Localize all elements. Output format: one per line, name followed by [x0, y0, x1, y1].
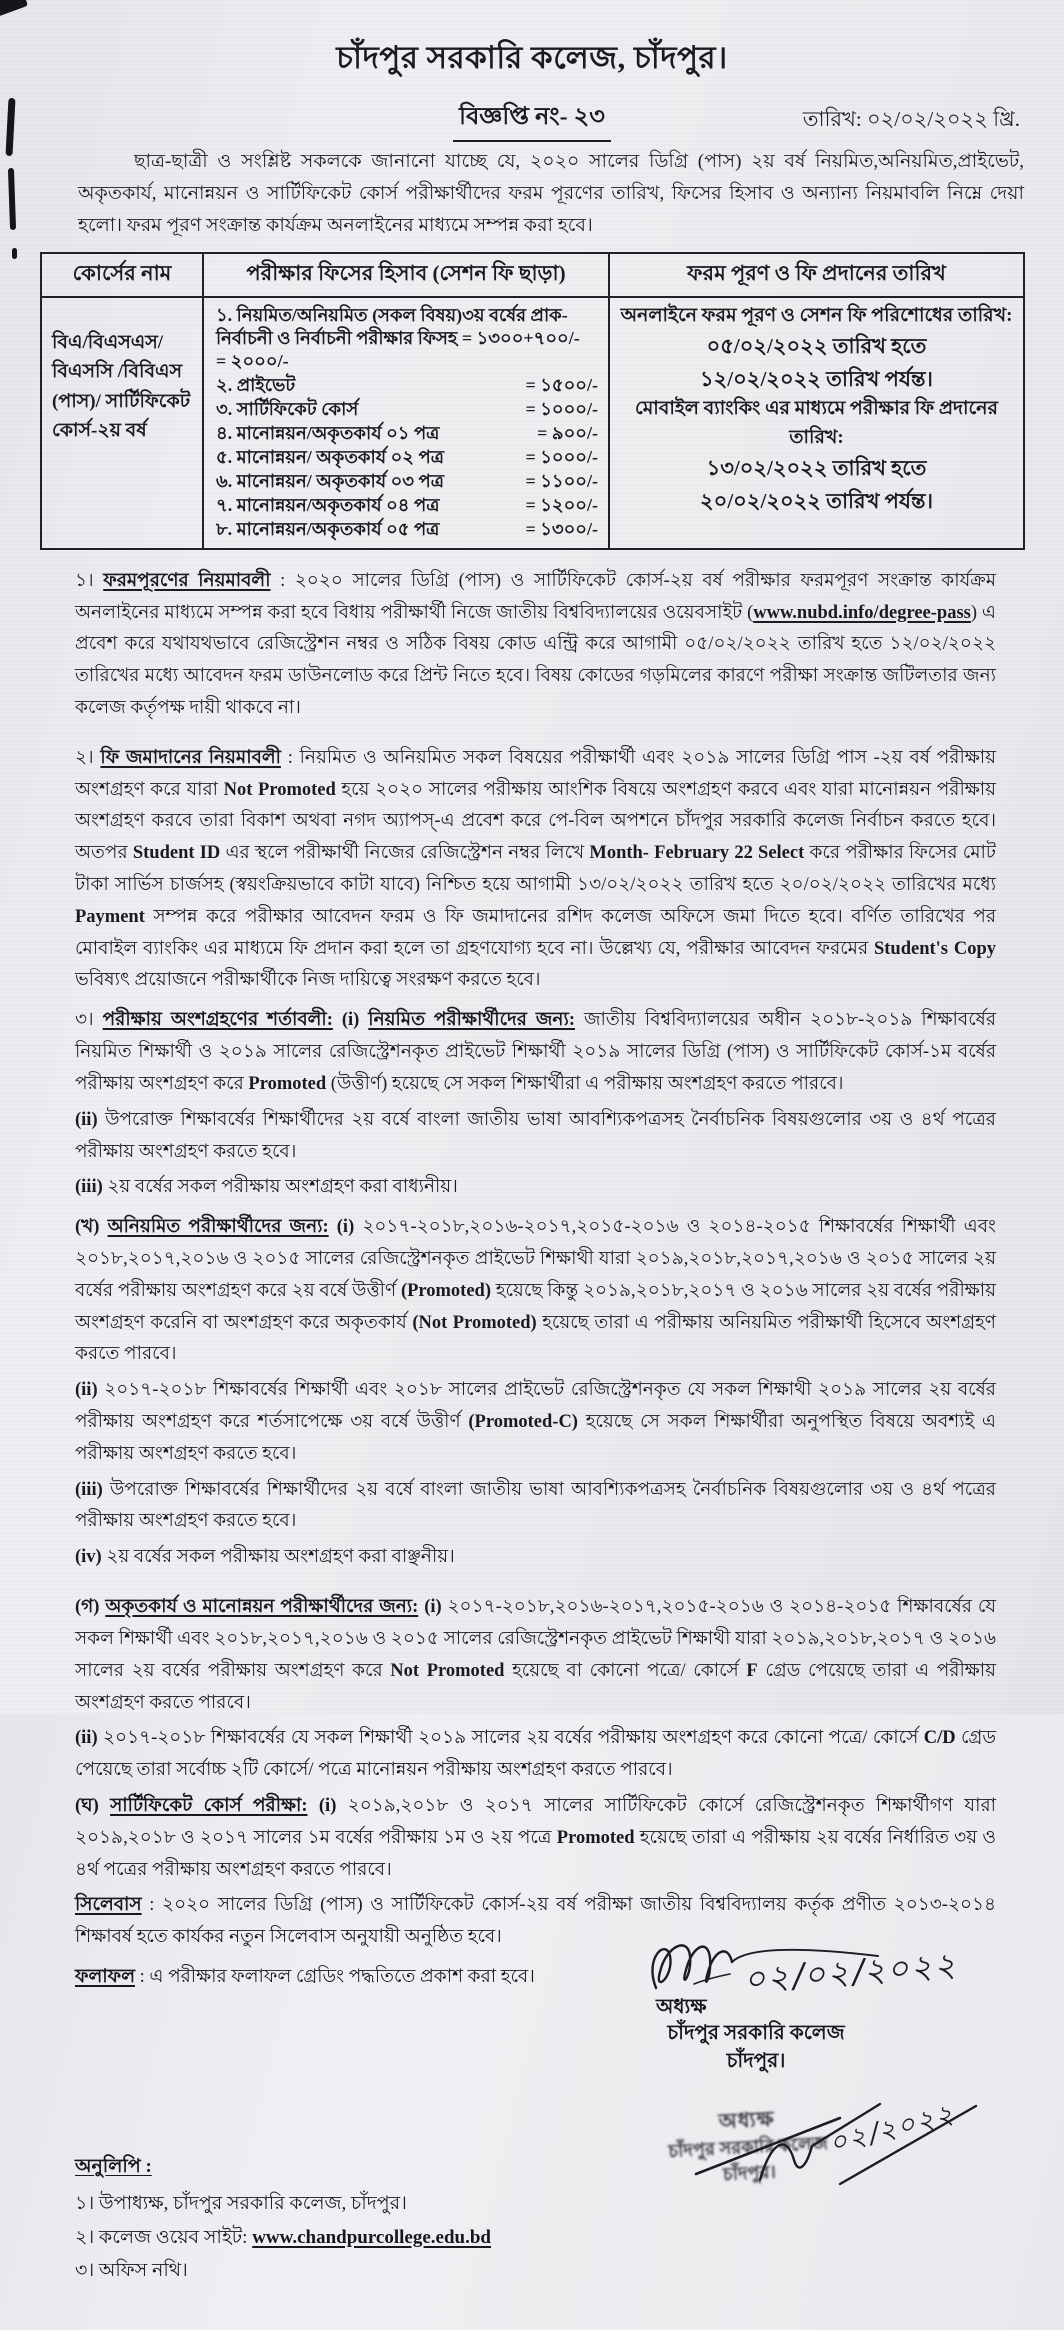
- syllabus-paragraph: সিলেবাস : ২০২০ সালের ডিগ্রি (পাস) ও সার্টিফিকেট কোর্স-২য় বর্ষ পরীক্ষা জাতীয় বিশ্ববিদ্যালয় কর্তৃক প্রণীত ২০১৩-২০১৪ শিক্ষাবর্ষ হতে কার্যকর নতুন সিলেবাস অনুযায়ী অনুষ্ঠিত হবে।: [75, 1895, 996, 1948]
- copies-item-college-website: ২। কলেজ ওয়েব সাইট: www.chandpurcollege.edu.bd: [75, 2226, 491, 2248]
- fees-column: [204, 254, 610, 548]
- fee-amount: = ১৩০০/-: [525, 518, 598, 539]
- fee-label: ৫. মানোন্নয়ন/ অকৃতকার্য ০২ পত্র: [216, 446, 444, 467]
- notice-body: [45, 566, 1026, 1954]
- fee-end-date: ২০/০২/২০২২ তারিখ পর্যন্ত।: [700, 488, 933, 513]
- rule-1-paragraph: ১। ফরমপূরণের নিয়মাবলী : ২০২০ সালের ডিগ্রি (পাস) ও সার্টিফিকেট কোর্স-২য় বর্ষ পরীক্ষার ফরমপূরণ সংক্রান্ত কার্যক্রম অনলাইনের মাধ্যমে সম্পন্ন করা হবে বিধায় পরীক্ষার্থী নিজে জাতীয় বিশ্ববিদ্যালয়ের ওয়েবসাইট (www.nubd.info/degree-pass) এ প্রবেশ করে যথাযথভাবে রেজিস্ট্রেশন নম্বর ও সঠিক বিষয় কোড এন্ট্রি করে আগামী ০৫/০২/২০২২ তারিখ হতে ১২/০২/২০২২ তারিখের মধ্যে আবেদন ফরম ডাউনলোড করে প্রিন্ট নিতে হবে। বিষয় কোডের গড়মিলের কারণে পরীক্ষা সংক্রান্ত জটিলতার জন্য কলেজ কর্তৃপক্ষ দায়ী থাকবে না।: [75, 570, 997, 718]
- notice-number: বিজ্ঞপ্তি নং- ২৩: [453, 98, 611, 142]
- fee-label: ৮. মানোন্নয়ন/অকৃতকার্য ০৫ পত্র: [216, 518, 440, 539]
- copies-section: [75, 2150, 491, 2287]
- principal-designation: অধ্যক্ষ: [656, 1996, 707, 2019]
- rule-3-paragraph: ৩। পরীক্ষায় অংশগ্রহণের শর্তাবলী: (i) নিয়মিত পরীক্ষার্থীদের জন্য: জাতীয় বিশ্ববিদ্যালয়ের অধীন ২০১৮-২০১৯ শিক্ষাবর্ষের নিয়মিত শিক্ষার্থী ও ২০১৯ সালের রেজিস্ট্রেশনকৃত প্রাইভেট শিক্ষার্থী ২০১৯ সালের ডিগ্রি (পাস) ও সার্টিফিকেট কোর্স-১ম বর্ষের পরীক্ষায় অংশগ্রহণ করে Promoted (উত্তীর্ণ) হয়েছে সে সকল শিক্ষার্থীরা এ পরীক্ষায় অংশগ্রহণ করতে পারবে।: [75, 1010, 997, 1094]
- notice-date: তারিখ: ০২/০২/২০২২ খ্রি.: [802, 107, 1020, 131]
- fee-label: ৭. মানোন্নয়ন/অকৃতকার্য ০৪ পত্র: [216, 494, 440, 515]
- rule-kha-ii-paragraph: (ii) ২০১৭-২০১৮ শিক্ষাবর্ষের শিক্ষার্থী এবং ২০১৮ সালের প্রাইভেট রেজিস্ট্রেশনকৃত যে সকল শিক্ষাথী ২০১৯ সালের ২য় বর্ষের পরীক্ষায় অংশগ্রহণ করে শর্তসাপেক্ষে ৩য় বর্ষে উত্তীর্ণ (Promoted-C) হয়েছে সে সকল শিক্ষার্থীরা অনুপস্থিত বিষয়ে অবশ্যই এ পরীক্ষায় অংশগ্রহণ করতে হবে।: [75, 1380, 996, 1464]
- fee-row: [216, 374, 598, 397]
- online-form-dates-label: অনলাইনে ফরম পূরণ ও সেশন ফি পরিশোধের তারিখ:: [620, 304, 1013, 326]
- fee-row: [216, 398, 598, 421]
- stamp-college-name: চাঁদপুর সরকারি কলেজ: [667, 2133, 829, 2162]
- rule-kha-iii-paragraph: (iii) উপরোক্ত শিক্ষাবর্ষের শিক্ষার্থীদের ২য় বর্ষে বাংলা জাতীয় ভাষা আবশ্যিকপত্রসহ নৈর্বাচনিক বিষয়গুলোর ৩য় ও ৪র্থ পত্রের পরীক্ষায় অংশগ্রহণ করতে হবে।: [75, 1479, 996, 1532]
- notice-meta-row: [0, 98, 1064, 134]
- intro-paragraph: ছাত্র-ছাত্রী ও সংশ্লিষ্ট সকলকে জানানো যাচ্ছে যে, ২০২০ সালের ডিগ্রি (পাস) ২য় বর্ষ নিয়মিত,অনিয়মিত,প্রাইভেট, অকৃতকার্য, মানোন্নয়ন ও সার্টিফিকেট কোর্স পরীক্ষার্থীদের ফরম পূরণের তারিখ, ফিসের হিসাব ও অন্যান্য নিয়মাবলি নিম্নে দেয়া হলো। ফরম পূরণ সংক্রান্ত কার্যক্রম অনলাইনের মাধ্যমে সম্পন্ন করা হবে।: [78, 151, 1024, 236]
- college-title: চাঁদপুর সরকারি কলেজ, চাঁদপুর।: [336, 40, 728, 75]
- fee-label: ৬. মানোন্নয়ন/ অকৃতকার্য ০৩ পত্র: [216, 470, 444, 491]
- signature-handwritten-date: ০২/০২/২০২২: [743, 1944, 963, 1999]
- signature-college-place: চাঁদপুর।: [726, 2050, 786, 2073]
- rule-gha-paragraph: (ঘ) সার্টিফিকেট কোর্স পরীক্ষা: (i) ২০১৯,২০১৮ ও ২০১৭ সালের সার্টিফিকেট কোর্সে রেজিস্ট্রেশনকৃত শিক্ষার্থীগণ যারা ২০১৯,২০১৮ ও ২০১৭ সালের ১ম বর্ষের পরীক্ষায় ১ম ও ২য় পত্রে Promoted হয়েছে তারা এ পরীক্ষায় ২য় বর্ষের নির্ধারিত ৩য় ও ৪র্থ পত্রের পরীক্ষায় অংশগ্রহণ করতে পারবে।: [75, 1795, 996, 1880]
- rule-3-iii-paragraph: (iii) ২য় বর্ষের সকল পরীক্ষায় অংশগ্রহণ করা বাধ্যনীয়।: [75, 1177, 458, 1198]
- rule-kha-iv-paragraph: (iv) ২য় বর্ষের সকল পরীক্ষায় অংশগ্রহণ করা বাঞ্ছনীয়।: [75, 1547, 455, 1568]
- dates-column: [610, 254, 1023, 548]
- rule-3-ii-paragraph: (ii) উপরোক্ত শিক্ষাবর্ষের শিক্ষার্থীদের ২য় বর্ষে বাংলা জাতীয় ভাষা আবশ্যিকপত্রসহ নৈর্বাচনিক বিষয়গুলোর ৩য় ও ৪র্থ পত্রের পরীক্ষায় অংশগ্রহণ করতে হবে।: [75, 1109, 996, 1162]
- scan-artifact-edge-mark: [12, 248, 17, 259]
- scan-artifact-edge-mark: [8, 168, 16, 230]
- stamp-place: চাঁদপুর।: [722, 2161, 777, 2184]
- signature-college-name: চাঁদপুর সরকারি কলেজ: [667, 2022, 845, 2045]
- fee-row: [216, 494, 598, 517]
- fee-label: ৩. সার্টিফিকেট কোর্স: [216, 398, 359, 419]
- fee-label: ২. প্রাইভেট: [216, 374, 296, 395]
- fee-amount: = ১৫০০/-: [525, 374, 598, 395]
- signature-and-copies-area: [0, 1944, 1064, 2330]
- result-paragraph: ফলাফল : এ পরীক্ষার ফলাফল গ্রেডিং পদ্ধতিতে প্রকাশ করা হবে।: [75, 1967, 535, 1988]
- stamp-handwritten-date: ০২/২০২২: [831, 2096, 957, 2160]
- copies-item-vice-principal: ১। উপাধ্যক্ষ, চাঁদপুর সরকারি কলেজ, চাঁদপুর।: [75, 2193, 407, 2215]
- rule-2-paragraph: ২। ফি জমাদানের নিয়মাবলী : নিয়মিত ও অনিয়মিত সকল বিষয়ের পরীক্ষার্থী এবং ২০১৯ সালের ডিগ্রি পাস -২য় বর্ষ পরীক্ষায় অংশগ্রহণ করে যারা Not Promoted হয়ে ২০২০ সালের পরীক্ষায় আংশিক বিষয়ে অংশগ্রহণ করবে এবং যারা মানোন্নয়ন পরীক্ষায় অংশগ্রহণ করবে তারা বিকাশ অথবা নগদ অ্যাপস্-এ প্রবেশ করে পে-বিল অপশনে চাঁদপুর সরকারি কলেজ নির্বাচন করতে হবে। অতপর Student ID এর স্থলে পরীক্ষার্থী নিজের রেজিস্ট্রেশন নম্বর লিখে Month- February 22 Select করে পরীক্ষার ফিসের মোট টাকা সার্ভিস চার্জসহ (স্বয়ংক্রিয়ভাবে কাটা যাবে) নিশ্চিত হয়ে আগামী ১৩/০২/২০২২ তারিখ হতে ২০/০২/২০২২ তারিখের মধ্যে Payment সম্পন্ন করে পরীক্ষার আবেদন ফরম ও ফি জমাদানের রশিদ কলেজ অফিসে জমা দিতে হবে। বর্ণিত তারিখের পর মোবাইল ব্যাংকিং এর মাধ্যমে ফি প্রদান করা হলে তা গ্রহণযোগ্য হবে না। উল্লেখ্য যে, পরীক্ষার আবেদন ফরমের Student's Copy ভবিষ্যৎ প্রয়োজনে পরীক্ষার্থীকে নিজ দায়িত্বে সংরক্ষণ করতে হবে।: [75, 747, 996, 991]
- fee-label: ১. নিয়মিত/অনিয়মিত (সকল বিষয়)৩য় বর্ষের প্রাক- নির্বাচনী ও নির্বাচনী পরীক্ষার ফিসহ = ১৩০০+৭০০/- = ২০০০/-: [216, 304, 580, 371]
- fees-column-header: পরীক্ষার ফিসের হিসাব (সেশন ফি ছাড়া): [204, 254, 608, 298]
- rule-kha-paragraph: (খ) অনিয়মিত পরীক্ষার্থীদের জন্য: (i) ২০১৭-২০১৮,২০১৬-২০১৭,২০১৫-২০১৬ ও ২০১৪-২০১৫ শিক্ষাবর্ষের শিক্ষার্থী এবং ২০১৮,২০১৭,২০১৬ ও ২০১৫ সালের রেজিস্ট্রেশনকৃত প্রাইভেট শিক্ষাথী যারা ২০১৯,২০১৮,২০১৭,২০১৬ ও ২০১৫ সালের ২য় বর্ষের পরীক্ষায় অংশগ্রহণ করে ২য় বর্ষে উত্তীর্ণ (Promoted) হয়েছে কিন্তু ২০১৯,২০১৮,২০১৭ ও ২০১৬ সালের ২য় বর্ষের পরীক্ষায় অংশগ্রহণ করেনি বা অংশগ্রহণ করে অকৃতকার্য (Not Promoted) হয়েছে তারা এ পরীক্ষায় অনিয়মিত পরীক্ষার্থী হিসেবে অংশগ্রহণ করতে পারবে।: [75, 1217, 997, 1365]
- fee-start-date: ১৩/০২/২০২২ তারিখ হতে: [706, 456, 927, 481]
- course-column: [42, 254, 204, 548]
- fee-label: ৪. মানোন্নয়ন/অকৃতকার্য ০১ পত্র: [216, 422, 440, 443]
- fee-row: [216, 446, 598, 469]
- notice-header: [0, 0, 1064, 134]
- copies-heading: অনুলিপি :: [75, 2156, 152, 2178]
- fee-amount: = ১০০০/-: [525, 446, 598, 467]
- stamp-designation: অধ্যক্ষ: [718, 2106, 776, 2134]
- form-end-date: ১২/০২/২০২২ তারিখ পর্যন্ত।: [700, 366, 933, 391]
- fees-list: [204, 298, 608, 548]
- fee-row: [216, 470, 598, 493]
- fee-amount: = ১১০০/-: [525, 470, 598, 491]
- course-name-cell: বিএ/বিএসএস/বিএসসি /বিবিএস (পাস)/ সার্টিফিকেট কোর্স-২য় বর্ষ: [52, 331, 191, 442]
- fee-row: [216, 422, 598, 445]
- dates-cell: [610, 298, 1023, 524]
- mobile-banking-dates-label: মোবাইল ব্যাংকিং এর মাধ্যমে পরীক্ষার ফি প্রদানের তারিখ:: [635, 398, 998, 448]
- fee-amount: = ১০০০/-: [525, 398, 598, 419]
- copies-item-office-file: ৩। অফিস নথি।: [75, 2259, 188, 2281]
- form-start-date: ০৫/০২/২০২২ তারিখ হতে: [706, 334, 927, 359]
- fees-table: [40, 252, 1025, 550]
- dates-column-header: ফরম পূরণ ও ফি প্রদানের তারিখ: [610, 254, 1023, 298]
- fee-row: [216, 518, 598, 541]
- rule-ga-paragraph: (গ) অকৃতকার্য ও মানোন্নয়ন পরীক্ষার্থীদের জন্য: (i) ২০১৭-২০১৮,২০১৬-২০১৭,২০১৫-২০১৬ ও ২০১৪-২০১৫ শিক্ষাবর্ষের যে সকল শিক্ষার্থী এবং ২০১৮,২০১৭,২০১৬ ও ২০১৫ সালের রেজিস্ট্রেশনকৃত প্রাইভেট শিক্ষাথী যারা ২০১৯,২০১৮,২০১৭ ও ২০১৬ সালের ২য় বর্ষের পরীক্ষায় অংশগ্রহণ করে Not Promoted হয়েছে বা কোনো পত্রে/ কোর্সে F গ্রেড পেয়েছে তারা এ পরীক্ষায় অংশগ্রহণ করতে পারবে।: [75, 1597, 996, 1713]
- fee-amount: = ১২০০/-: [525, 494, 598, 515]
- course-column-header: কোর্সের নাম: [42, 254, 202, 298]
- fee-amount: = ৯০০/-: [537, 422, 598, 443]
- rule-ga-ii-paragraph: (ii) ২০১৭-২০১৮ শিক্ষাবর্ষের যে সকল শিক্ষার্থী ২০১৯ সালের ২য় বর্ষের পরীক্ষায় অংশগ্রহণ করে কোনো পত্রে/ কোর্সে C/D গ্রেড পেয়েছে তারা সর্বোচ্চ ২টি কোর্সে/ পত্রে মানোন্নয়ন পরীক্ষায় অংশগ্রহণ করতে পারবে।: [75, 1728, 996, 1781]
- fee-row: [216, 304, 598, 373]
